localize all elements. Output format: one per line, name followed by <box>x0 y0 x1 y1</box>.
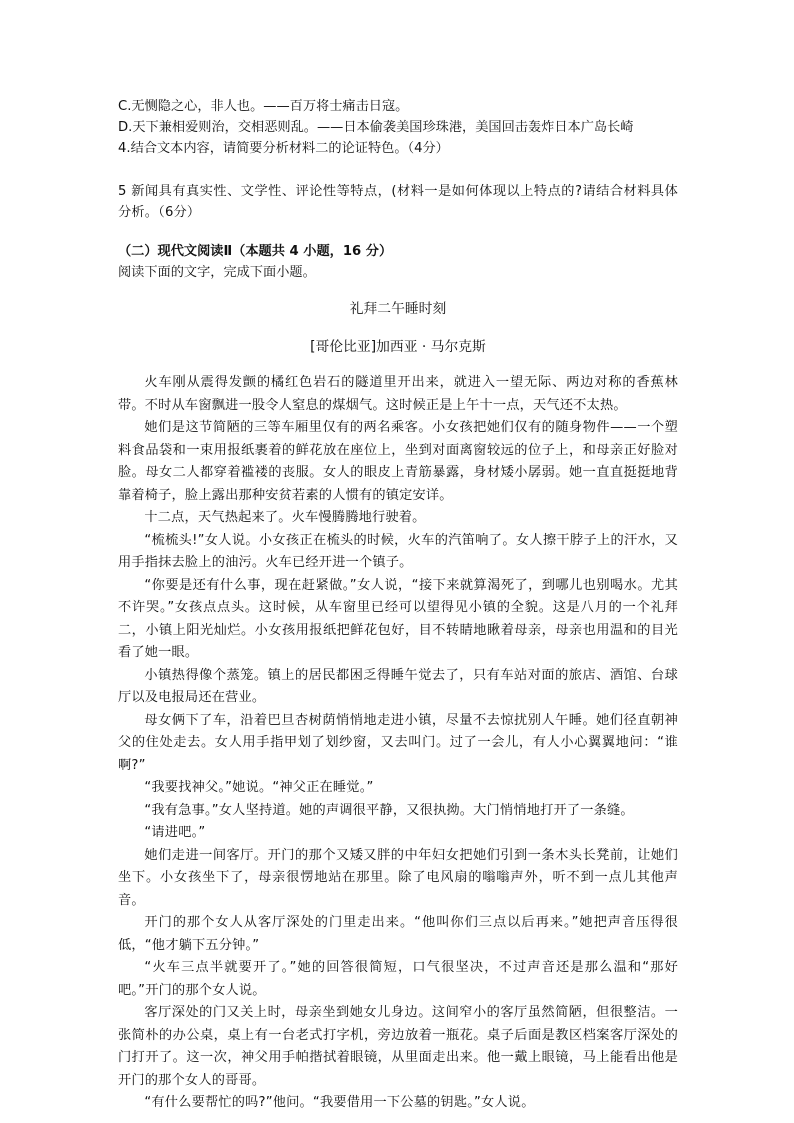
story-paragraph: 她们是这节简陋的三等车厢里仅有的两名乘客。小女孩把她们仅有的随身物件——一个塑料食品袋和一束用报纸裹着的鲜花放在座位上，坐到对面离窗较远的位子上，和母亲正好脸对脸。母女二人都穿着褴褛的丧服。女人的眼皮上青筋暴露，身材矮小孱弱。她一直直挺挺地背靠着椅子，脸上露出那种安贫若素的人惯有的镇定安详。 <box>118 420 678 503</box>
story-paragraph: “我要找神父。”她说。“神父正在睡觉。” <box>144 780 374 796</box>
story-paragraph: “请进吧。” <box>144 825 206 841</box>
story-title: 礼拜二午睡时刻 <box>349 300 447 317</box>
story-paragraph: “火车三点半就要开了。”她的回答很简短，口气很坚决，不过声音还是那么温和“那好吧。”开门的那个女人说。 <box>118 960 678 998</box>
story-paragraph: “我有急事。”女人坚持道。她的声调很平静，又很执拗。大门悄悄地打开了一条缝。 <box>144 802 634 818</box>
story-paragraph: “有什么要帮忙的吗?”他问。“我要借用一下公墓的钥匙。”女人说。 <box>144 1095 535 1111</box>
story-paragraph: 十二点，天气热起来了。火车慢腾腾地行驶着。 <box>144 510 426 526</box>
story-paragraph: 火车刚从震得发颤的橘红色岩石的隧道里开出来，就进入一望无际、两边对称的香蕉林带。不时从车窗飘进一股令人窒息的煤烟气。这时候正是上午十一点，天气还不太热。 <box>118 375 678 413</box>
question-4: 4.结合文本内容，请简要分析材料二的论证特色。（4分） <box>118 141 449 156</box>
story-paragraph: 小镇热得像个蒸笼。镇上的居民都困乏得睡午觉去了，只有车站对面的旅店、酒馆、台球厅以及电报局还在营业。 <box>118 667 678 706</box>
section-instruction: 阅读下面的文字，完成下面小题。 <box>118 265 316 280</box>
story-paragraph: 她们走进一间客厅。开门的那个又矮又胖的中年妇女把她们引到一条木头长凳前，让她们坐下。小女孩坐下了，母亲很愣地站在那里。除了电风扇的嗡嗡声外，听不到一点儿其他声音。 <box>118 847 678 908</box>
story-author: [哥伦比亚]加西亚 · 马尔克斯 <box>310 338 486 355</box>
question-5: 5 新闻具有真实性、文学性、评论性等特点，(材料一是如何体现以上特点的?请结合材料具体分析。（6分） <box>118 184 678 220</box>
story-paragraph: “梳梳头!”女人说。小女孩正在梳头的时候，火车的汽笛响了。女人擦干脖子上的汗水，又用手指抹去脸上的油污。火车已经开进一个镇子。 <box>118 532 678 571</box>
option-d: D.天下兼相爱则治，交相恶则乱。——日本偷袭美国珍珠港，美国回击轰炸日本广岛长崎 <box>118 120 634 135</box>
story-paragraph: 客厅深处的门又关上时，母亲坐到她女儿身边。这间窄小的客厅虽然简陋，但很整洁。一张简朴的办公桌，桌上有一台老式打字机，旁边放着一瓶花。桌子后面是教区档案客厅深处的门打开了。这一次，神父用手帕揩拭着眼镜，从里面走出来。他一戴上眼镜，马上能看出他是开门的那个女人的哥哥。 <box>118 1005 678 1088</box>
story-paragraph: “你要是还有什么事，现在赶紧做。”女人说，“接下来就算渴死了，到哪儿也别喝水。尤其不许哭。”女孩点点头。这时候，从车窗里已经可以望得见小镇的全貌。这是八月的一个礼拜二，小镇上阳光灿烂。小女孩用报纸把鲜花包好，目不转睛地瞅着母亲，母亲也用温和的目光看了她一眼。 <box>118 577 678 661</box>
story-paragraph: 开门的那个女人从客厅深处的门里走出来。“他叫你们三点以后再来。”她把声音压得很低，“他才躺下五分钟。” <box>118 915 678 953</box>
option-c: C.无恻隐之心，非人也。——百万将士痛击日寇。 <box>118 99 409 114</box>
story-paragraph: 母女俩下了车，沿着巴旦杏树荫悄悄地走进小镇，尽量不去惊扰别人午睡。她们径直朝神父的住处走去。女人用手指甲划了划纱窗，又去叫门。过了一会儿，有人小心翼翼地问：“谁啊?” <box>118 712 678 773</box>
section-title: （二）现代文阅读Ⅱ（本题共 4 小题，16 分） <box>118 244 393 259</box>
exam-page <box>118 96 678 1115</box>
